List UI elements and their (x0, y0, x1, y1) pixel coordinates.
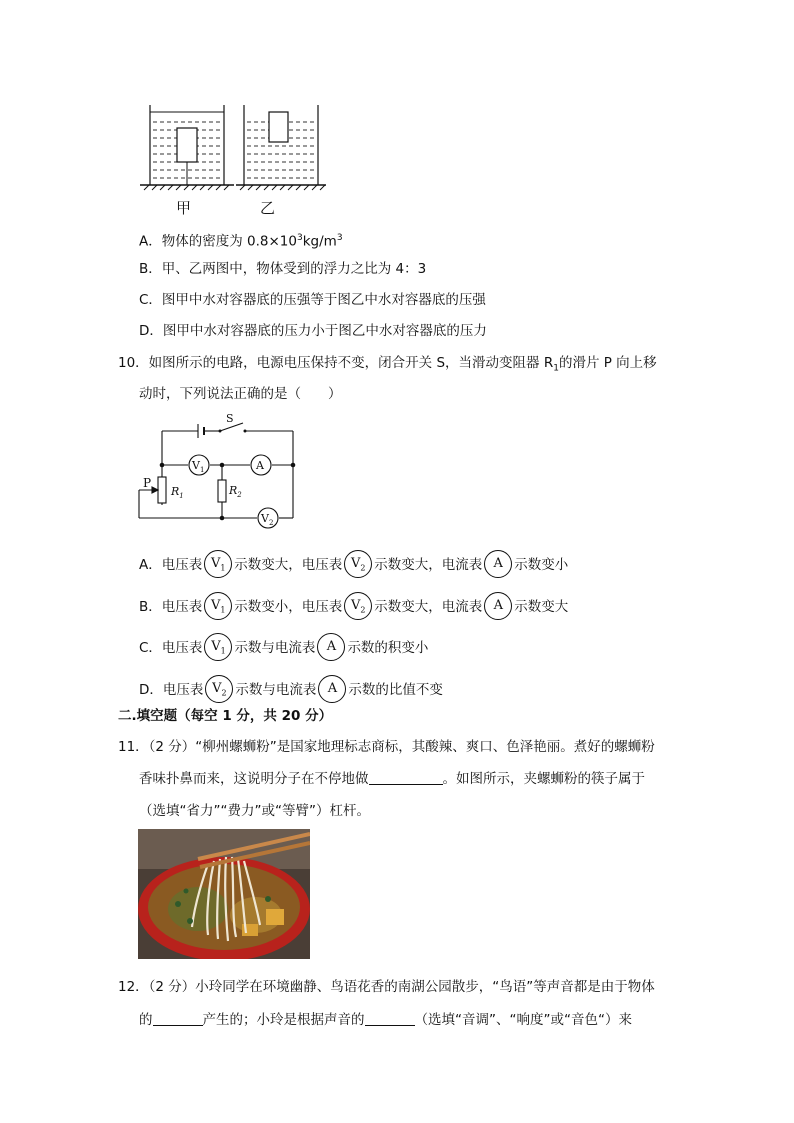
container-jia (140, 105, 234, 190)
answer-blank[interactable] (153, 1011, 203, 1026)
r2-label: $R_2$ (229, 484, 242, 499)
q9-option-c: C．图甲中水对容器底的压强等于图乙中水对容器底的压强 (139, 292, 486, 308)
q10-stem-line1: 10．如图所示的电路，电源电压保持不变，闭合开关 S，当滑动变阻器 $R_1$的滑片 P 向上移 (118, 355, 657, 374)
q10-stem-line2: 动时，下列说法正确的是（ ） (139, 386, 342, 402)
voltmeter-icon: $V_1$ (204, 633, 232, 661)
q9-option-d: D．图甲中水对容器底的压力小于图乙中水对容器底的压力 (139, 323, 487, 339)
q11-line2: 香味扑鼻而来，这说明分子在不停地做 。如图所示，夹螺蛳粉的筷子属于 (139, 771, 645, 787)
q12-line2: 的 产生的；小玲是根据声音的 （选填“音调”、“响度”或“音色“）来 (139, 1012, 632, 1028)
ammeter-icon: A (317, 633, 345, 661)
container-yi (236, 105, 326, 190)
q10-option-a: A．电压表 $V_1$ 示数变大，电压表 $V_2$ 示数变大，电流表 A 示数变小 (139, 555, 568, 586)
circuit-diagram (130, 410, 310, 530)
ammeter-icon: A (318, 675, 346, 703)
answer-blank[interactable] (365, 1011, 415, 1026)
section-title: 二.填空题（每空 1 分，共 20 分） (118, 708, 333, 724)
q10-option-b: B．电压表 $V_1$ 示数变小，电压表 $V_2$ 示数变大，电流表 A 示数变大 (139, 597, 568, 628)
v2-label: $V_2$ (261, 512, 274, 527)
voltmeter-icon: $V_2$ (205, 675, 233, 703)
ammeter-icon: A (484, 550, 512, 578)
voltmeter-icon: $V_2$ (344, 592, 372, 620)
q11-line1: 11．（2 分）“柳州螺蛳粉”是国家地理标志商标，其酸辣、爽口、色泽艳丽。煮好的螺蛳粉 (118, 739, 655, 755)
voltmeter-icon: $V_1$ (204, 550, 232, 578)
q11-line3: （选填“省力”“费力”或“等臂”）杠杆。 (139, 803, 370, 819)
v1-label: $V_1$ (192, 459, 205, 474)
p-label: P (143, 476, 152, 490)
noodle-bowl-photo (138, 829, 310, 959)
q10-option-d: D．电压表 $V_2$ 示数与电流表 A 示数的比值不变 (139, 680, 443, 711)
voltmeter-icon: $V_2$ (344, 550, 372, 578)
label-yi: 乙 (260, 199, 276, 217)
q12-line1: 12．（2 分）小玲同学在环境幽静、鸟语花香的南湖公园散步，“鸟语”等声音都是由于物体 (118, 979, 655, 995)
q10-option-c: C．电压表 $V_1$ 示数与电流表 A 示数的积变小 (139, 638, 428, 669)
r1-label: $R_1$ (171, 485, 184, 500)
label-jia: 甲 (176, 199, 192, 217)
q9-option-a: A．物体的密度为 $0.8\times 10^3kg/m^3$ (139, 233, 343, 250)
containers-figure (140, 100, 330, 200)
q9-option-b: B．甲、乙两图中，物体受到的浮力之比为 4：3 (139, 261, 427, 277)
switch-label: S (226, 412, 234, 425)
ammeter-icon: A (484, 592, 512, 620)
ammeter-label: A (256, 459, 264, 472)
answer-blank[interactable] (369, 770, 443, 785)
voltmeter-icon: $V_1$ (204, 592, 232, 620)
